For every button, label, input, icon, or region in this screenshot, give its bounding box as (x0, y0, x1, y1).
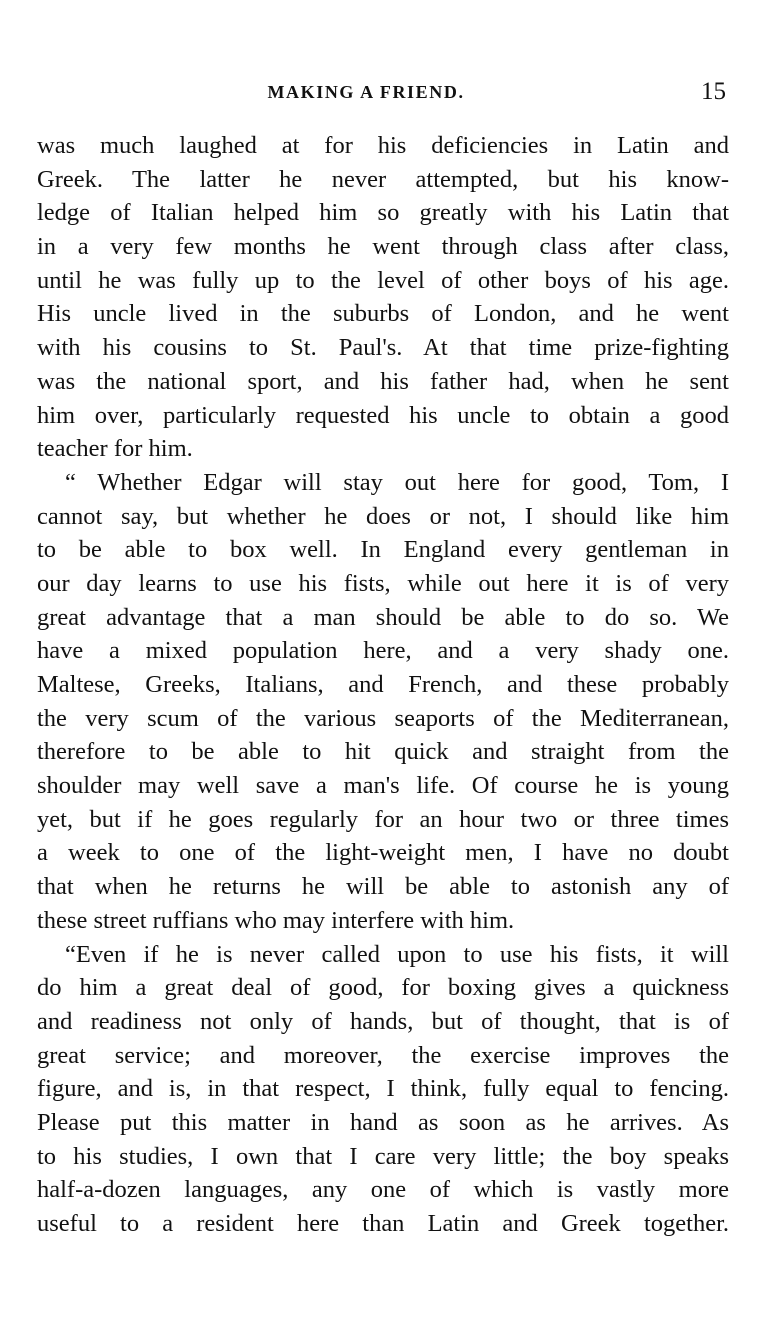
text-line: the very scum of the various seaports of the Mediterranean, (37, 704, 729, 732)
body-text (37, 129, 729, 1241)
text-line: him over, particularly requested his uncle to obtain a good (37, 401, 729, 429)
text-line: figure, and is, in that respect, I think, fully equal to fencing. (37, 1075, 729, 1103)
text-line: “ Whether Edgar will stay out here for good, Tom, I (65, 468, 729, 496)
text-line: “Even if he is never called upon to use his fists, it will (65, 940, 729, 968)
text-line: until he was fully up to the level of other boys of his age. (37, 266, 729, 294)
text-line: therefore to be able to hit quick and straight from the (37, 738, 729, 766)
text-line: ledge of Italian helped him so greatly with his Latin that (37, 199, 729, 227)
text-line: and readiness not only of hands, but of thought, that is of (37, 1007, 729, 1035)
text-line: useful to a resident here than Latin and Greek together. (37, 1210, 729, 1237)
page-header (36, 78, 728, 108)
text-line: cannot say, but whether he does or not, I should like him (37, 502, 729, 530)
text-line: that when he returns he will be able to astonish any of (37, 873, 729, 901)
text-line: His uncle lived in the suburbs of London, and he went (37, 300, 729, 328)
text-line: shoulder may well save a man's life. Of course he is young (37, 772, 729, 800)
paragraph (37, 129, 729, 466)
text-line: great service; and moreover, the exercise improves the (37, 1041, 729, 1069)
running-title: MAKING A FRIEND. (267, 82, 465, 102)
paragraph (37, 938, 729, 1241)
text-line: have a mixed population here, and a very shady one. (37, 637, 729, 665)
text-line: yet, but if he goes regularly for an hour two or three times (37, 805, 729, 833)
text-line: great advantage that a man should be able to do so. We (37, 603, 729, 631)
text-line: to be able to box well. In England every gentleman in (37, 536, 729, 564)
text-line: in a very few months he went through class after class, (37, 233, 729, 261)
text-line: with his cousins to St. Paul's. At that time prize-fighting (37, 334, 729, 362)
text-line: teacher for him. (37, 435, 193, 463)
text-line: Please put this matter in hand as soon as he arrives. As (37, 1108, 729, 1136)
text-line: Greek. The latter he never attempted, but his know- (37, 165, 729, 193)
paragraph (37, 466, 729, 938)
text-line: was much laughed at for his deficiencies in Latin and (37, 132, 729, 159)
text-line: do him a great deal of good, for boxing gives a quickness (37, 974, 729, 1002)
text-line: Maltese, Greeks, Italians, and French, and these probably (37, 671, 729, 698)
text-line: to his studies, I own that I care very little; the boy speaks (37, 1142, 729, 1170)
text-line: these street ruffians who may interfere with him. (37, 906, 515, 934)
text-line: was the national sport, and his father had, when he sent (37, 367, 729, 395)
text-line: a week to one of the light-weight men, I have no doubt (37, 839, 729, 867)
text-line: our day learns to use his fists, while out here it is of very (37, 569, 729, 597)
page-number: 15 (701, 78, 726, 105)
text-line: half-a-dozen languages, any one of which is vastly more (37, 1176, 729, 1204)
